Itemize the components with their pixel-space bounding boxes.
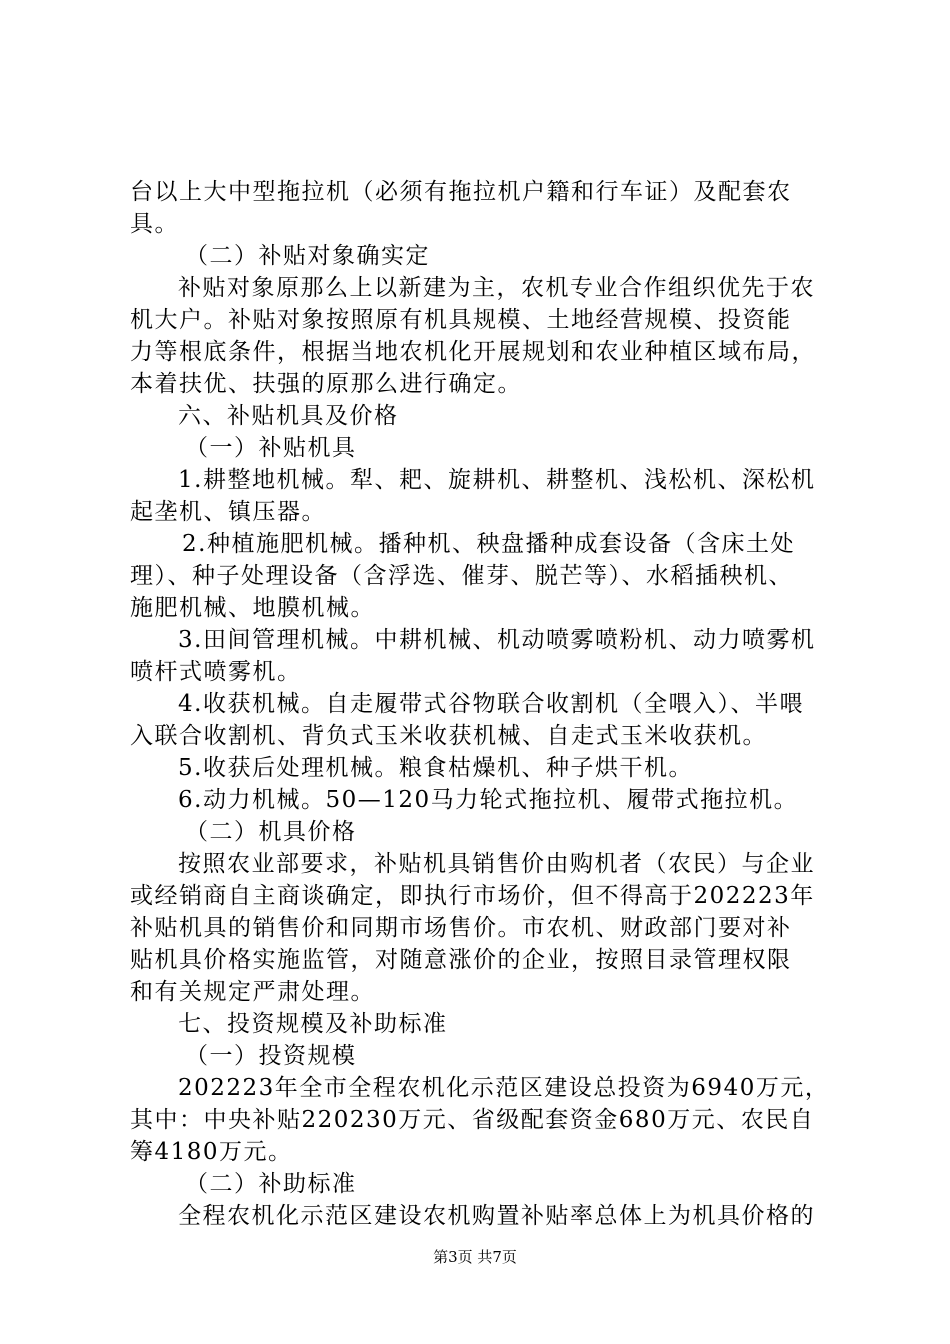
text-line: 全程农机化示范区建设农机购置补贴率总体上为机具价格的 [178, 1203, 815, 1229]
text-line: 和有关规定严肃处理。 [130, 979, 375, 1005]
text-line: （一）投资规模 [185, 1043, 357, 1069]
text-line: 1.耕整地机械。犁、耙、旋耕机、耕整机、浅松机、深松机 [178, 467, 816, 493]
page-footer: 第3页 共7页 [433, 1248, 517, 1266]
text-line: 6.动力机械。50—120马力轮式拖拉机、履带式拖拉机。 [178, 787, 799, 813]
text-line: 台以上大中型拖拉机（必须有拖拉机户籍和行车证）及配套农 [130, 179, 792, 205]
text-line: 202223年全市全程农机化示范区建设总投资为6940万元， [178, 1075, 830, 1101]
text-line: 贴机具价格实施监管，对随意涨价的企业，按照目录管理权限 [130, 947, 792, 973]
text-line: 六、补贴机具及价格 [178, 403, 399, 429]
text-line: （二）机具价格 [185, 819, 357, 845]
text-line: 筹4180万元。 [130, 1139, 293, 1165]
text-line: 3.田间管理机械。中耕机械、机动喷雾喷粉机、动力喷雾机 [178, 627, 816, 653]
text-line: 七、投资规模及补助标准 [178, 1011, 448, 1037]
text-line: （二）补助标准 [185, 1171, 357, 1197]
text-line: 5.收获后处理机械。粮食枯燥机、种子烘干机。 [178, 755, 693, 781]
text-line: （二）补贴对象确实定 [185, 243, 430, 269]
text-line: 喷杆式喷雾机。 [130, 659, 302, 685]
text-line: （一）补贴机具 [185, 435, 357, 461]
text-line: 或经销商自主商谈确定，即执行市场价，但不得高于202223年 [130, 883, 815, 909]
text-line: 具。 [130, 211, 179, 237]
text-line: 力等根底条件，根据当地农机化开展规划和农业种植区域布局， [130, 339, 816, 365]
text-line: 按照农业部要求，补贴机具销售价由购机者（农民）与企业 [178, 851, 815, 877]
text-line: 补贴对象原那么上以新建为主，农机专业合作组织优先于农 [178, 275, 815, 301]
text-line: 4.收获机械。自走履带式谷物联合收割机（全喂入）、半喂 [178, 691, 804, 717]
text-line: 理）、种子处理设备（含浮选、催芽、脱芒等）、水稻插秧机、 [130, 563, 793, 589]
text-line: 补贴机具的销售价和同期市场售价。市农机、财政部门要对补 [130, 915, 792, 941]
text-line: 施肥机械、地膜机械。 [130, 595, 375, 621]
text-line: 本着扶优、扶强的原那么进行确定。 [130, 371, 522, 397]
text-line: 2.种植施肥机械。播种机、秧盘播种成套设备（含床土处 [182, 531, 795, 557]
text-line: 入联合收割机、背负式玉米收获机械、自走式玉米收获机。 [130, 723, 767, 749]
text-line: 起垄机、镇压器。 [130, 499, 326, 525]
text-line: 机大户。补贴对象按照原有机具规模、土地经营规模、投资能 [130, 307, 792, 333]
text-line: 其中：中央补贴220230万元、省级配套资金680万元、农民自 [130, 1107, 815, 1133]
